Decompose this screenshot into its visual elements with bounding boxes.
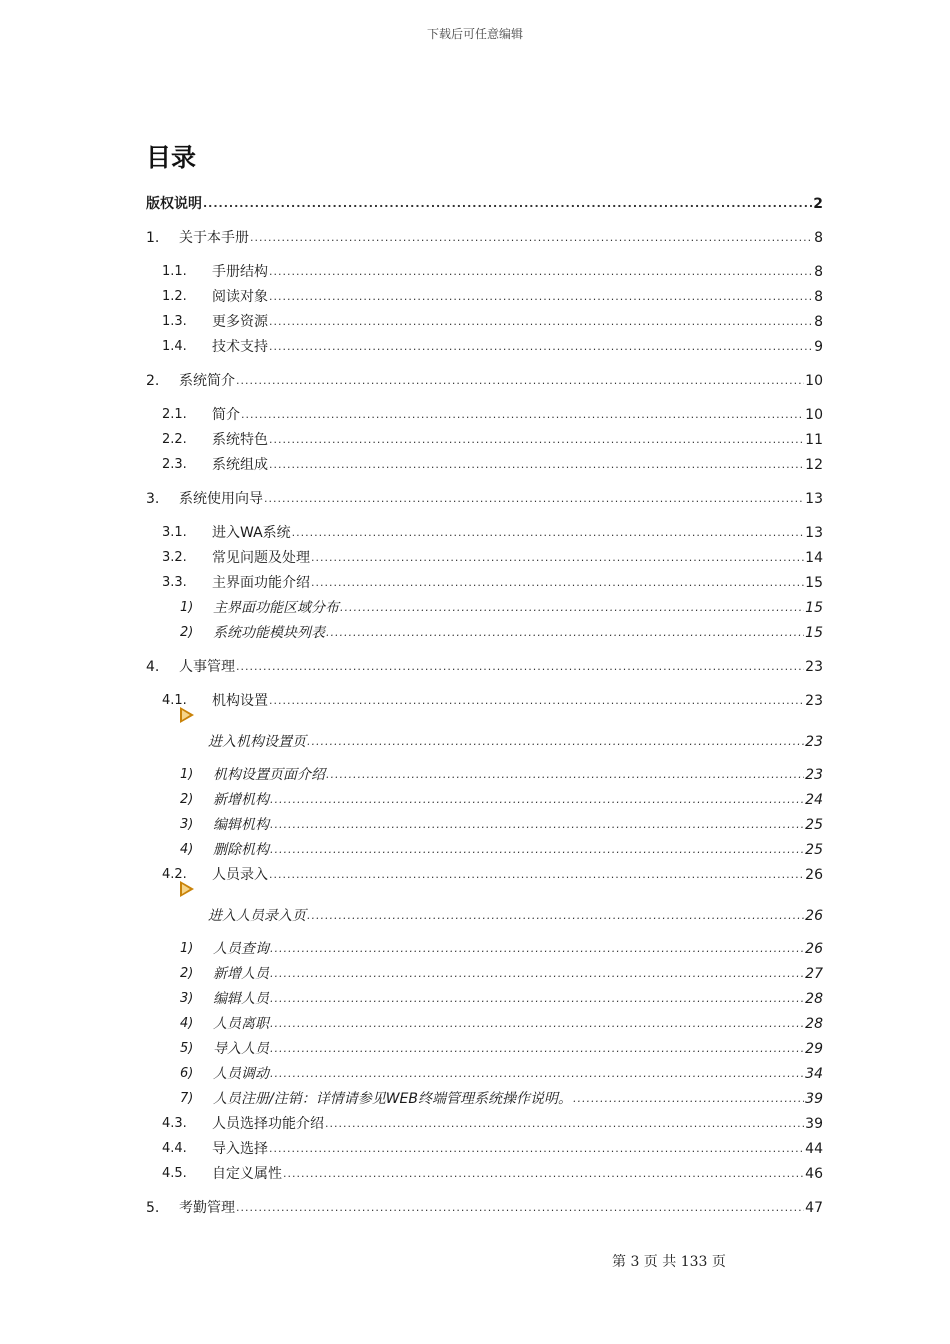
toc-leader-dots bbox=[236, 1199, 804, 1217]
toc-entry-number: 4.4. bbox=[162, 1141, 187, 1156]
toc-entry[interactable] bbox=[162, 1111, 823, 1133]
toc-leader-dots bbox=[270, 841, 804, 859]
toc-entry[interactable] bbox=[162, 452, 823, 474]
toc-entry-label: 系统使用向导 bbox=[179, 491, 263, 507]
page-header: 下载后可任意编辑 bbox=[426, 27, 523, 41]
toc-entry-page: 15 bbox=[805, 600, 823, 616]
toc-entry-page: 27 bbox=[805, 966, 823, 982]
toc-leader-dots bbox=[311, 549, 804, 567]
toc-arrow-icon bbox=[180, 881, 194, 897]
toc-leader-dots bbox=[270, 1015, 804, 1033]
toc-arrow-icon bbox=[180, 707, 194, 723]
toc-entry[interactable] bbox=[146, 368, 823, 390]
toc-entry-number: 1.2. bbox=[162, 289, 187, 304]
toc-leader-dots bbox=[283, 1165, 804, 1183]
toc-entry-number: 1) bbox=[180, 767, 194, 782]
toc-entry-label: 新增机构 bbox=[213, 792, 269, 808]
toc-entry-label: 人员选择功能介绍 bbox=[212, 1116, 324, 1132]
toc-entry-number: 3) bbox=[180, 991, 194, 1006]
toc-leader-dots bbox=[307, 907, 804, 925]
toc-entry-number: 5. bbox=[146, 1200, 160, 1216]
toc-entry-number: 1. bbox=[146, 230, 160, 246]
toc-entry-label: 人员录入 bbox=[212, 867, 268, 883]
toc-leader-dots bbox=[270, 1040, 804, 1058]
toc-entry[interactable] bbox=[162, 688, 823, 710]
toc-leader-dots bbox=[340, 599, 804, 617]
toc-entry-label: 考勤管理 bbox=[179, 1200, 235, 1216]
toc-entry[interactable] bbox=[180, 986, 823, 1008]
toc-entry-number: 3.1. bbox=[162, 525, 187, 540]
toc-entry[interactable] bbox=[162, 259, 823, 281]
toc-leader-dots bbox=[236, 372, 804, 390]
toc-entry-number: 3.3. bbox=[162, 575, 187, 590]
toc-entry[interactable] bbox=[208, 903, 823, 925]
toc-entry-number: 2.1. bbox=[162, 407, 187, 422]
toc-entry[interactable] bbox=[180, 837, 823, 859]
toc-title: 目录 bbox=[146, 143, 197, 172]
toc-leader-dots bbox=[269, 692, 804, 710]
toc-entry-label: 人事管理 bbox=[179, 659, 235, 675]
toc-entry-label: 系统简介 bbox=[179, 373, 235, 389]
toc-entry-page: 24 bbox=[805, 792, 823, 808]
toc-entry-page: 25 bbox=[805, 842, 823, 858]
toc-entry-number: 1) bbox=[180, 941, 194, 956]
toc-entry-label: 关于本手册 bbox=[179, 230, 249, 246]
toc-entry-page: 26 bbox=[805, 908, 823, 924]
toc-leader-dots bbox=[270, 791, 804, 809]
toc-leader-dots bbox=[269, 313, 813, 331]
toc-entry-page: 26 bbox=[805, 867, 823, 883]
toc-entry[interactable] bbox=[162, 284, 823, 306]
toc-entry-page: 23 bbox=[805, 659, 823, 675]
toc-entry-label: 阅读对象 bbox=[212, 289, 268, 305]
toc-entry-label: 更多资源 bbox=[212, 314, 268, 330]
toc-entry-label: 系统功能模块列表 bbox=[213, 625, 325, 641]
toc-entry-number: 7) bbox=[180, 1091, 194, 1106]
toc-leader-dots bbox=[270, 940, 804, 958]
toc-entry-page: 10 bbox=[805, 407, 823, 423]
toc-entry-label: 手册结构 bbox=[212, 264, 268, 280]
toc-entry-label: 编辑人员 bbox=[213, 991, 269, 1007]
toc-leader-dots bbox=[269, 1140, 804, 1158]
toc-entry-page: 29 bbox=[805, 1041, 823, 1057]
toc-leader-dots bbox=[250, 229, 813, 247]
toc-leader-dots bbox=[269, 431, 804, 449]
toc-entry-page: 8 bbox=[814, 230, 823, 246]
toc-entry-page: 39 bbox=[805, 1091, 823, 1107]
toc-entry-label: 导入人员 bbox=[213, 1041, 269, 1057]
toc-entry[interactable] bbox=[162, 1136, 823, 1158]
toc-leader-dots bbox=[269, 866, 804, 884]
toc-entry-label: 人员查询 bbox=[213, 941, 269, 957]
toc-entry-number: 2) bbox=[180, 792, 194, 807]
toc-entry[interactable] bbox=[162, 334, 823, 356]
toc-entry[interactable] bbox=[146, 486, 823, 508]
toc-entry-page: 8 bbox=[814, 314, 823, 330]
toc-entry-label: 进入机构设置页 bbox=[208, 734, 306, 750]
toc-entry-label: 进入人员录入页 bbox=[208, 908, 306, 924]
toc-entry[interactable] bbox=[180, 961, 823, 983]
toc-entry-label: 主界面功能区域分布 bbox=[213, 600, 339, 616]
toc-entry-number: 2.2. bbox=[162, 432, 187, 447]
toc-entry-label: 技术支持 bbox=[212, 339, 268, 355]
toc-entry[interactable] bbox=[208, 729, 823, 751]
toc-leader-dots bbox=[269, 338, 813, 356]
toc-entry-page: 34 bbox=[805, 1066, 823, 1082]
toc-entry-number: 4.1. bbox=[162, 693, 187, 708]
toc-leader-dots bbox=[270, 990, 804, 1008]
toc-entry-label: 版权说明 bbox=[146, 196, 202, 212]
toc-entry[interactable] bbox=[180, 1011, 823, 1033]
toc-entry-page: 44 bbox=[805, 1141, 823, 1157]
toc-leader-dots bbox=[270, 816, 804, 834]
toc-leader-dots bbox=[241, 406, 804, 424]
toc-leader-dots bbox=[573, 1090, 804, 1108]
toc-entry-page: 23 bbox=[805, 734, 823, 750]
toc-entry-label: 系统特色 bbox=[212, 432, 268, 448]
toc-entry[interactable] bbox=[146, 225, 823, 247]
toc-entry[interactable] bbox=[180, 1086, 823, 1108]
toc-entry-page: 8 bbox=[814, 289, 823, 305]
toc-entry-page: 15 bbox=[805, 625, 823, 641]
toc-entry-label: 主界面功能介绍 bbox=[212, 575, 310, 591]
toc-entry[interactable] bbox=[146, 654, 823, 676]
toc-entry-number: 5) bbox=[180, 1041, 194, 1056]
toc-entry-page: 28 bbox=[805, 991, 823, 1007]
toc-entry-label: 常见问题及处理 bbox=[212, 550, 310, 566]
toc-entry-number: 3) bbox=[180, 817, 194, 832]
toc-entry-label: 新增人员 bbox=[213, 966, 269, 982]
toc-entry-number: 1.1. bbox=[162, 264, 187, 279]
toc-entry-page: 47 bbox=[805, 1200, 823, 1216]
toc-entry-page: 46 bbox=[805, 1166, 823, 1182]
toc-leader-dots bbox=[203, 195, 812, 213]
toc-entry-page: 2 bbox=[813, 196, 823, 212]
toc-entry-page: 15 bbox=[805, 575, 823, 591]
toc-entry[interactable] bbox=[162, 862, 823, 884]
toc-leader-dots bbox=[236, 658, 804, 676]
toc-leader-dots bbox=[326, 766, 804, 784]
toc-entry-number: 3. bbox=[146, 491, 160, 507]
toc-entry[interactable] bbox=[162, 545, 823, 567]
toc-leader-dots bbox=[307, 733, 804, 751]
toc-entry-label: 机构设置 bbox=[212, 693, 268, 709]
toc-leader-dots bbox=[311, 574, 804, 592]
toc-entry-page: 28 bbox=[805, 1016, 823, 1032]
toc-entry[interactable] bbox=[162, 402, 823, 424]
toc-leader-dots bbox=[264, 490, 804, 508]
toc-entry[interactable] bbox=[180, 812, 823, 834]
toc-entry-label: 自定义属性 bbox=[212, 1166, 282, 1182]
toc-entry[interactable] bbox=[180, 936, 823, 958]
toc-entry[interactable] bbox=[180, 762, 823, 784]
toc-entry-number: 2.3. bbox=[162, 457, 187, 472]
toc-entry-page: 26 bbox=[805, 941, 823, 957]
toc-entry-label: 人员调动 bbox=[213, 1066, 269, 1082]
toc-entry-label: 删除机构 bbox=[213, 842, 269, 858]
toc-entry-label: 编辑机构 bbox=[213, 817, 269, 833]
toc-entry[interactable] bbox=[180, 595, 823, 617]
toc-entry-page: 13 bbox=[805, 491, 823, 507]
toc-entry-number: 4.5. bbox=[162, 1166, 187, 1181]
toc-leader-dots bbox=[270, 965, 804, 983]
toc-entry-number: 1.3. bbox=[162, 314, 187, 329]
toc-entry-page: 8 bbox=[814, 264, 823, 280]
toc-entry-number: 2) bbox=[180, 966, 194, 981]
toc-entry[interactable] bbox=[180, 1036, 823, 1058]
toc-entry[interactable] bbox=[162, 427, 823, 449]
toc-entry[interactable] bbox=[146, 1195, 823, 1217]
toc-entry-page: 9 bbox=[814, 339, 823, 355]
toc-entry-page: 25 bbox=[805, 817, 823, 833]
toc-entry-number: 6) bbox=[180, 1066, 194, 1081]
toc-leader-dots bbox=[269, 263, 813, 281]
toc-entry[interactable] bbox=[162, 309, 823, 331]
toc-entry[interactable] bbox=[162, 520, 823, 542]
toc-entry-page: 39 bbox=[805, 1116, 823, 1132]
toc-entry-page: 23 bbox=[805, 693, 823, 709]
toc-entry[interactable] bbox=[180, 620, 823, 642]
toc-leader-dots bbox=[325, 1115, 804, 1133]
toc-entry-number: 4.3. bbox=[162, 1116, 187, 1131]
toc-entry-label: 机构设置页面介绍 bbox=[213, 767, 325, 783]
toc-entry-number: 4.2. bbox=[162, 867, 187, 882]
toc-leader-dots bbox=[326, 624, 804, 642]
toc-entry[interactable] bbox=[162, 570, 823, 592]
toc-entry-number: 4) bbox=[180, 1016, 194, 1031]
toc-entry-page: 23 bbox=[805, 767, 823, 783]
toc-leader-dots bbox=[292, 524, 805, 542]
toc-entry[interactable] bbox=[146, 191, 823, 213]
toc-entry-number: 1.4. bbox=[162, 339, 187, 354]
toc-entry-page: 10 bbox=[805, 373, 823, 389]
toc-entry[interactable] bbox=[180, 1061, 823, 1083]
toc-entry-label: 导入选择 bbox=[212, 1141, 268, 1157]
toc-entry-number: 2. bbox=[146, 373, 160, 389]
toc-entry-number: 4) bbox=[180, 842, 194, 857]
toc-entry-page: 13 bbox=[805, 525, 823, 541]
toc-entry-label: 简介 bbox=[212, 407, 240, 423]
toc-leader-dots bbox=[269, 456, 804, 474]
toc-entry-page: 14 bbox=[805, 550, 823, 566]
toc-entry-label: 进入WA系统 bbox=[212, 525, 291, 541]
toc-entry-number: 4. bbox=[146, 659, 160, 675]
toc-leader-dots bbox=[269, 288, 813, 306]
toc-leader-dots bbox=[270, 1065, 804, 1083]
toc-entry-page: 12 bbox=[805, 457, 823, 473]
toc-entry-label: 人员注册/注销：详情请参见WEB终端管理系统操作说明。 bbox=[213, 1091, 573, 1107]
page-footer: 第 3 页 共 133 页 bbox=[612, 1254, 726, 1270]
toc-entry-label: 人员离职 bbox=[213, 1016, 269, 1032]
toc-entry-number: 2) bbox=[180, 625, 194, 640]
toc-entry-page: 11 bbox=[805, 432, 823, 448]
toc-entry-number: 1) bbox=[180, 600, 194, 615]
toc-entry-label: 系统组成 bbox=[212, 457, 268, 473]
toc-entry[interactable] bbox=[162, 1161, 823, 1183]
toc-entry[interactable] bbox=[180, 787, 823, 809]
toc-entry-number: 3.2. bbox=[162, 550, 187, 565]
